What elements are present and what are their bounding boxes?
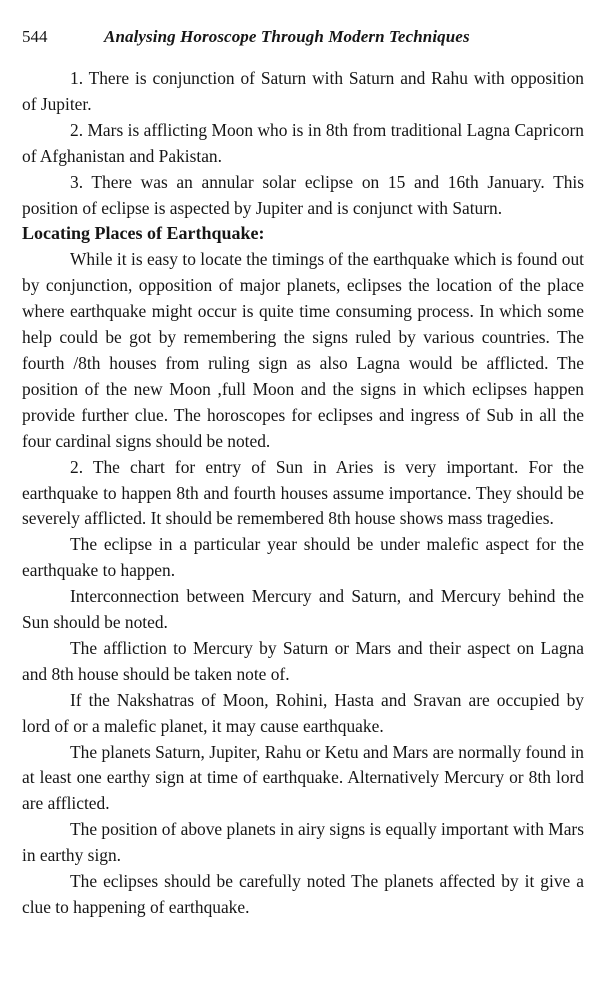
running-title: Analysing Horoscope Through Modern Techniques [104, 27, 470, 46]
paragraph-eclipses-noted: The eclipses should be carefully noted The planets affected by it give a clue to happening of earthquake. [22, 871, 584, 917]
book-page [22, 0, 584, 1008]
paragraph-nakshatras: If the Nakshatras of Moon, Rohini, Hasta and Sravan are occupied by lord of or a malefic planet, it may cause earthquake. [22, 689, 584, 736]
paragraph-mercury-affliction: The affliction to Mercury by Saturn or Mars and their aspect on Lagna and 8th house should be taken note of. [22, 637, 584, 684]
paragraph-point-1: 1. There is conjunction of Saturn with Saturn and Rahu with opposition of Jupiter. [22, 68, 584, 114]
paragraph-point-3: 3. There was an annular solar eclipse on 15 and 16th January. This position of eclipse is aspected by Jupiter and is conjunct with Saturn. [22, 171, 584, 218]
paragraph-aries-chart: 2. The chart for entry of Sun in Aries is very important. For the earthquake to happen 8th and fourth houses assume importance. They should be severely afflicted. It should be remembered 8th house shows mass tragedies. [22, 456, 584, 529]
section-heading: Locating Places of Earthquake: [22, 223, 265, 244]
body-text [22, 66, 584, 921]
running-header [22, 0, 584, 44]
paragraph-mercury-saturn: Interconnection between Mercury and Saturn, and Mercury behind the Sun should be noted. [22, 586, 584, 633]
paragraph-intro: While it is easy to locate the timings of the earthquake which is found out by conjunction, opposition of major planets, eclipses the location of the place where earthquake might occur is quite time consuming process. In which some help could be got by remembering the signs ruled by various countries. The fourth /8th houses from ruling sign as also Lagna would be afflicted. The position of the new Moon ,full Moon and the signs in which eclipses happen provide further clue. The horoscopes for eclipses and ingress of Sub in all the four cardinal signs should be noted. [22, 249, 584, 451]
paragraph-point-2: 2. Mars is afflicting Moon who is in 8th from traditional Lagna Capricorn of Afghanistan and Pakistan. [22, 119, 584, 166]
paragraph-earthy-sign: The planets Saturn, Jupiter, Rahu or Ketu and Mars are normally found in at least one earthy sign at time of earthquake. Alternatively Mercury or 8th lord are afflicted. [22, 741, 584, 814]
page-number: 544 [22, 27, 48, 46]
paragraph-eclipse-aspect: The eclipse in a particular year should be under malefic aspect for the earthquake to happen. [22, 534, 584, 581]
paragraph-airy-signs: The position of above planets in airy signs is equally important with Mars in earthy sign. [22, 819, 584, 866]
